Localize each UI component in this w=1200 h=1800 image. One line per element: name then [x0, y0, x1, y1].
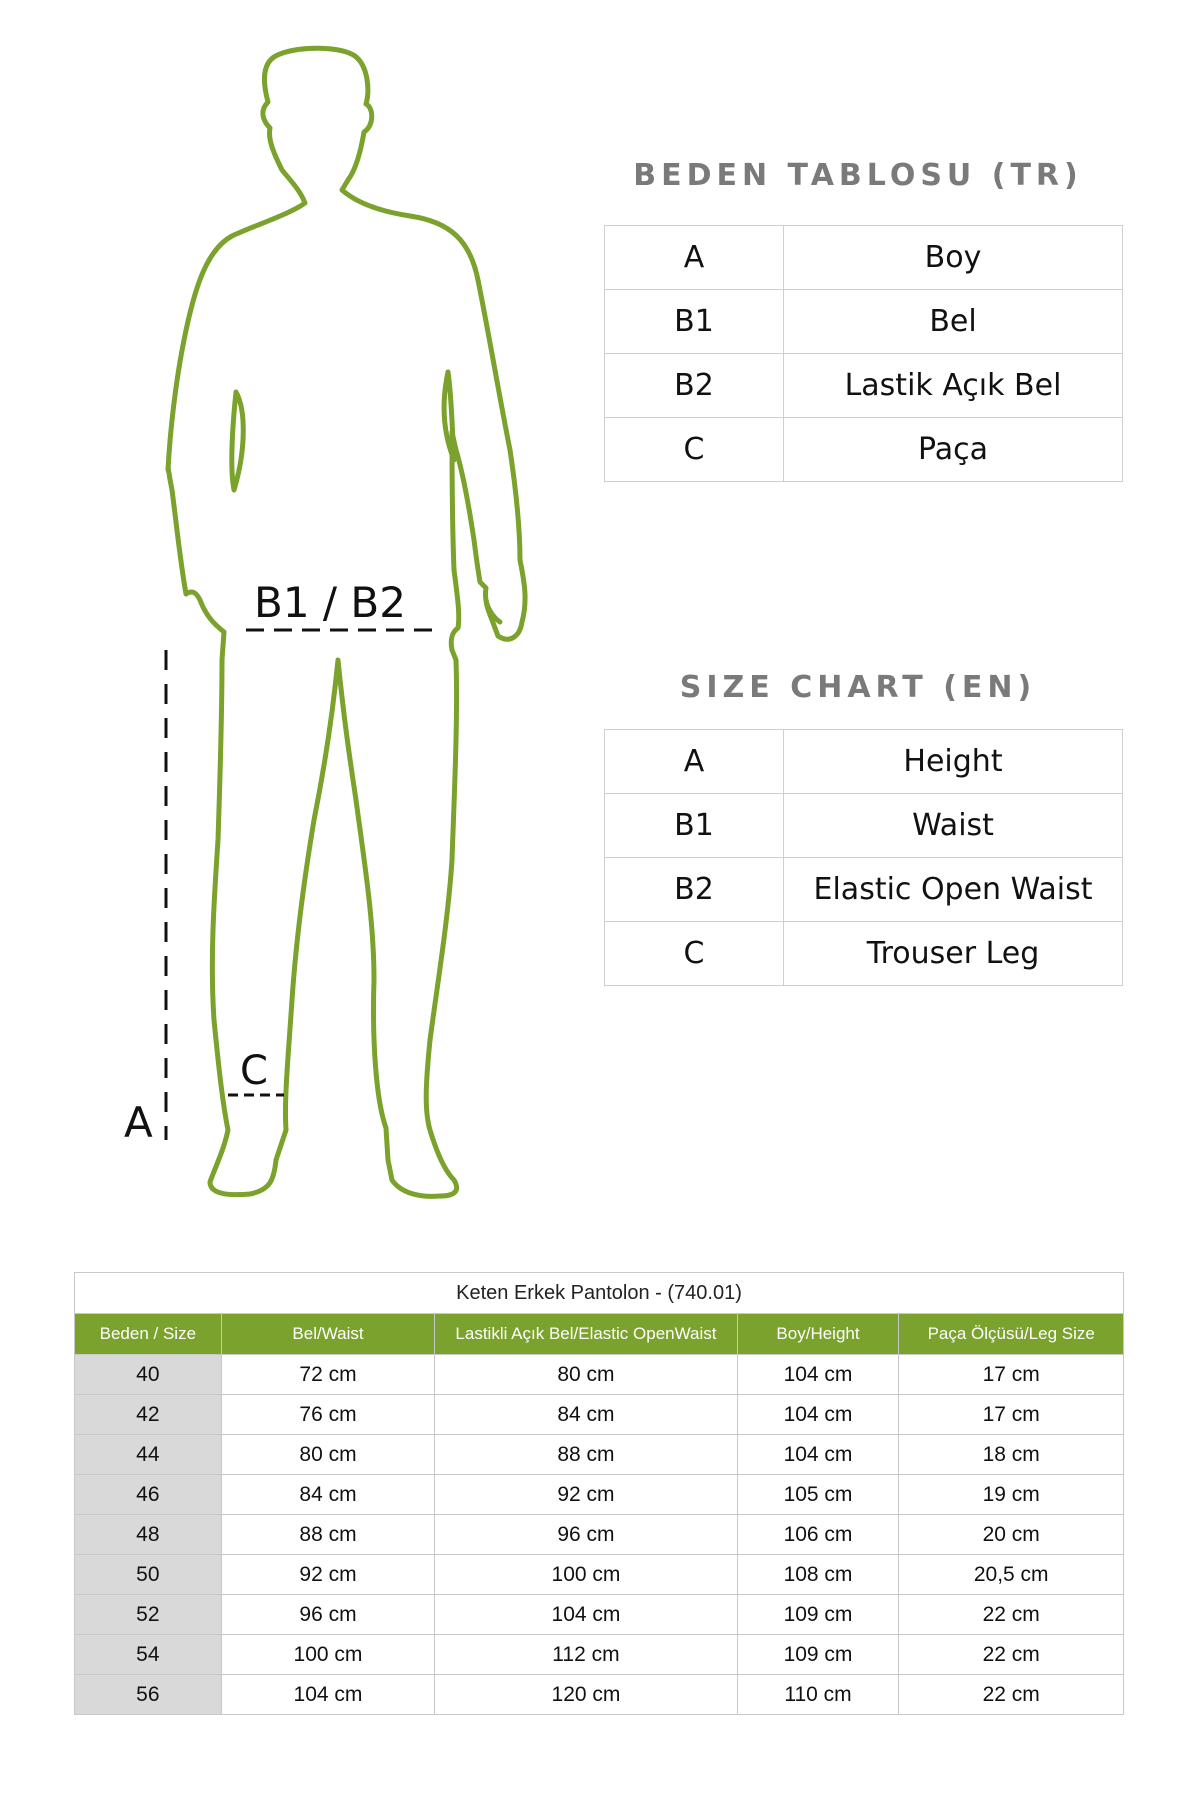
en-legend-code: C: [605, 922, 784, 986]
size-table-cell: 80 cm: [221, 1435, 435, 1475]
tr-legend-row: [605, 290, 1123, 354]
size-table-cell: 109 cm: [737, 1595, 899, 1635]
size-table-size-cell: 46: [75, 1475, 222, 1515]
tr-legend-meaning: Boy: [784, 226, 1123, 290]
size-table-cell: 104 cm: [737, 1355, 899, 1395]
size-table-row: [75, 1635, 1124, 1675]
size-table-cell: 104 cm: [737, 1395, 899, 1435]
size-table-row: [75, 1395, 1124, 1435]
size-table-cell: 92 cm: [435, 1475, 737, 1515]
size-table-cell: 100 cm: [221, 1635, 435, 1675]
size-table-cell: 20,5 cm: [899, 1555, 1124, 1595]
size-table-cell: 84 cm: [221, 1475, 435, 1515]
size-table-cell: 80 cm: [435, 1355, 737, 1395]
size-table-cell: 92 cm: [221, 1555, 435, 1595]
en-legend-meaning: Trouser Leg: [784, 922, 1123, 986]
en-legend-row: [605, 922, 1123, 986]
size-table-size-cell: 56: [75, 1675, 222, 1715]
size-table-row: [75, 1435, 1124, 1475]
tr-legend-code: A: [605, 226, 784, 290]
size-table-cell: 20 cm: [899, 1515, 1124, 1555]
height-measure-label: A: [124, 1098, 153, 1147]
size-table-cell: 84 cm: [435, 1395, 737, 1435]
size-table-cell: 110 cm: [737, 1675, 899, 1715]
tr-legend-meaning: Paça: [784, 418, 1123, 482]
en-legend-table: [604, 729, 1123, 986]
size-table-header-cell: Boy/Height: [737, 1314, 899, 1355]
size-table-size-cell: 48: [75, 1515, 222, 1555]
size-table-cell: 17 cm: [899, 1395, 1124, 1435]
size-table-row: [75, 1475, 1124, 1515]
en-legend-row: [605, 730, 1123, 794]
leg-measure-label: C: [240, 1048, 268, 1094]
size-table-size-cell: 42: [75, 1395, 222, 1435]
right-pocket-line: [444, 372, 454, 460]
size-table-cell: 72 cm: [221, 1355, 435, 1395]
size-table-size-cell: 40: [75, 1355, 222, 1395]
size-table-cell: 106 cm: [737, 1515, 899, 1555]
size-table-row: [75, 1595, 1124, 1635]
size-table-size-cell: 50: [75, 1555, 222, 1595]
size-table-cell: 19 cm: [899, 1475, 1124, 1515]
left-pocket-line: [232, 392, 243, 490]
size-table-row: [75, 1355, 1124, 1395]
en-legend-code: B1: [605, 794, 784, 858]
size-table-cell: 104 cm: [737, 1435, 899, 1475]
size-table-cell: 104 cm: [221, 1675, 435, 1715]
size-table-row: [75, 1515, 1124, 1555]
tr-section-title: BEDEN TABLOSU (TR): [633, 158, 1083, 193]
tr-legend-meaning: Bel: [784, 290, 1123, 354]
size-table-row: [75, 1555, 1124, 1595]
en-legend-code: B2: [605, 858, 784, 922]
tr-legend-table: [604, 225, 1123, 482]
size-table-cell: 22 cm: [899, 1635, 1124, 1675]
size-table-cell: 109 cm: [737, 1635, 899, 1675]
en-legend-row: [605, 858, 1123, 922]
size-table-cell: 96 cm: [221, 1595, 435, 1635]
size-table-cell: 88 cm: [221, 1515, 435, 1555]
en-legend-meaning: Elastic Open Waist: [784, 858, 1123, 922]
size-table-header-cell: Beden / Size: [75, 1314, 222, 1355]
tr-legend-code: B1: [605, 290, 784, 354]
size-table-caption: Keten Erkek Pantolon - (740.01): [75, 1273, 1124, 1314]
tr-legend-code: B2: [605, 354, 784, 418]
size-table-cell: 22 cm: [899, 1595, 1124, 1635]
size-table-cell: 105 cm: [737, 1475, 899, 1515]
size-table-cell: 100 cm: [435, 1555, 737, 1595]
size-table-cell: 17 cm: [899, 1355, 1124, 1395]
size-table-size-cell: 52: [75, 1595, 222, 1635]
size-table-cell: 104 cm: [435, 1595, 737, 1635]
en-legend-meaning: Waist: [784, 794, 1123, 858]
en-legend-row: [605, 794, 1123, 858]
size-table-header-cell: Lastikli Açık Bel/Elastic OpenWaist: [435, 1314, 737, 1355]
tr-legend-row: [605, 418, 1123, 482]
en-legend-meaning: Height: [784, 730, 1123, 794]
tr-legend-meaning: Lastik Açık Bel: [784, 354, 1123, 418]
en-legend-code: A: [605, 730, 784, 794]
tr-legend-row: [605, 354, 1123, 418]
tr-legend-code: C: [605, 418, 784, 482]
size-table-header-cell: Bel/Waist: [221, 1314, 435, 1355]
size-table-cell: 18 cm: [899, 1435, 1124, 1475]
en-section-title: SIZE CHART (EN): [679, 670, 1037, 705]
size-table-cell: 88 cm: [435, 1435, 737, 1475]
size-table-cell: 96 cm: [435, 1515, 737, 1555]
size-table-cell: 112 cm: [435, 1635, 737, 1675]
size-table-size-cell: 54: [75, 1635, 222, 1675]
size-table-size-cell: 44: [75, 1435, 222, 1475]
size-table: [74, 1272, 1124, 1715]
size-table-cell: 108 cm: [737, 1555, 899, 1595]
size-table-row: [75, 1675, 1124, 1715]
size-table-cell: 22 cm: [899, 1675, 1124, 1715]
size-table-cell: 120 cm: [435, 1675, 737, 1715]
size-table-header-cell: Paça Ölçüsü/Leg Size: [899, 1314, 1124, 1355]
hand-detail: [486, 600, 500, 622]
size-table-cell: 76 cm: [221, 1395, 435, 1435]
tr-legend-row: [605, 226, 1123, 290]
waist-measure-label: B1 / B2: [254, 578, 406, 627]
size-table-header-row: [75, 1314, 1124, 1355]
